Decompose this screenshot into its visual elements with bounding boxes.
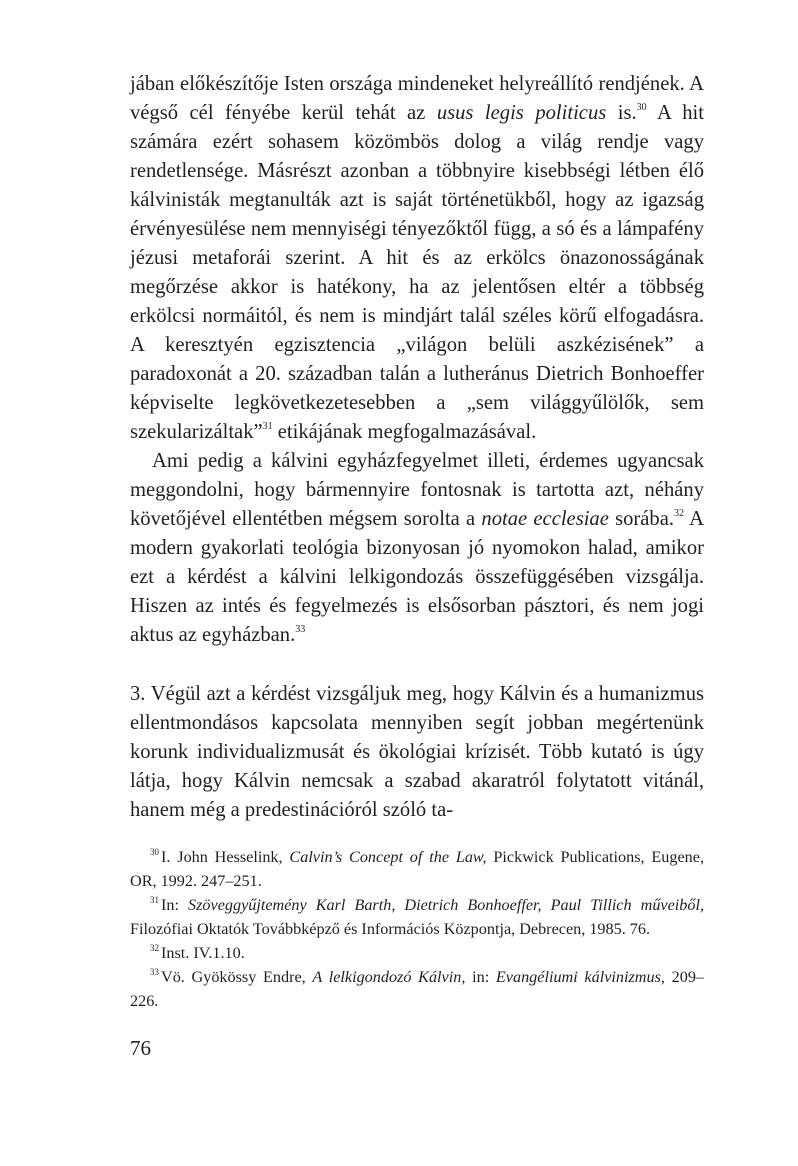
paragraph-3: [130, 680, 704, 825]
text-run: I. John Hesselink,: [161, 848, 290, 866]
page-number: 76: [130, 1036, 151, 1060]
italic-title: A lelkigondozó Kálvin,: [312, 968, 466, 986]
italic-term: notae ecclesiae: [481, 508, 609, 530]
footnote-number: 33: [150, 967, 159, 977]
section-gap: [130, 650, 704, 680]
footnote-32: [130, 941, 704, 965]
text-run: In:: [161, 896, 189, 914]
italic-term: usus legis politicus: [436, 102, 607, 124]
text-run: Ami pedig a kálvini egyházfegyelmet illeti, érdemes ugyancsak meggondolni, hogy bármennyire fontosnak is tartotta azt, néhány követőjével ellentétben mégsem sorolta a: [130, 450, 704, 530]
text-run: Vö. Gyökössy Endre,: [161, 968, 313, 986]
text-run: 3. Végül azt a kérdést vizsgáljuk meg, hogy Kálvin és a humanizmus ellentmondásos kapcsolata mennyiben segít jobban megértenünk korunk individualizmusát és ökológiai krízisét. Több kutató is úgy látja, hogy Kálvin nemcsak a szabad akaratról folytatott vitánál, hanem még a predestinációról szóló ta-: [130, 683, 704, 821]
footnote-ref: 32: [674, 508, 685, 519]
text-run: A modern gyakorlati teológia bizonyosan jó nyomokon halad, amikor ezt a kérdést a kálvini lelkigondozás összefüggésében vizsgálja. Hiszen az intés és fegyelmezés is elsősorban pásztori, és nem jogi aktus az egyházban.: [130, 508, 704, 646]
paragraph-2: [130, 447, 704, 650]
italic-title: Calvin’s Concept of the Law,: [289, 848, 487, 866]
footnote-ref: 30: [636, 102, 647, 113]
text-run: 209–226.: [130, 968, 705, 1010]
text-run: is.: [606, 102, 637, 124]
footnote-ref: 33: [295, 624, 306, 635]
footnote-33: [130, 965, 704, 1013]
text-run: etikájának megfogalmazásával.: [272, 421, 537, 443]
text-run: Filozófiai Oktatók Továbbképző és Információs Központja, Debrecen, 1985. 76.: [130, 920, 651, 938]
body-text: [130, 70, 704, 825]
italic-title: Evangéliumi kálvinizmus,: [495, 968, 665, 986]
paragraph-1: [130, 70, 704, 447]
text-run: A hit számára ezért sohasem közömbös dolog a világ rendje vagy rendetlensége. Másrészt azonban a többnyire kisebbségi létben élő kálvinisták megtanulták azt is saját történetükből, hogy az igazság érvényesülése nem mennyiségi tényezőktől függ, a só és a lámpafény jézusi metaforái szerint. A hit és az erkölcs önazonosságának megőrzése akkor is hatékony, ha az jelentősen eltér a többség erkölcsi normáitól, és nem is mindjárt talál széles körű elfogadásra. A keresztyén egzisztencia „világon belüli aszkézisének” a paradoxonát a 20. században talán a lutheránus Dietrich Bonhoeffer képviselte legkövetkezetesebben a „sem világgyűlölők, sem szekularizáltak”: [130, 102, 704, 443]
footnotes: [130, 845, 704, 1013]
text-run: Pickwick Publications, Eugene, OR, 1992. 247–251.: [130, 848, 704, 890]
italic-title: Szöveggyűjtemény Karl Barth, Dietrich Bonhoeffer, Paul Tillich műveiből,: [188, 896, 705, 914]
text-run: sorába.: [608, 508, 675, 530]
text-run: jában előkészítője Isten országa mindeneket helyreállító rendjének. A végső cél fényébe kerül tehát az: [130, 73, 704, 124]
footnote-30: [130, 845, 704, 893]
footnote-number: 32: [150, 943, 159, 953]
text-run: Inst. IV.1.10.: [161, 944, 245, 962]
text-run: in:: [465, 968, 496, 986]
footnote-number: 31: [150, 895, 159, 905]
footnote-number: 30: [150, 847, 159, 857]
page-content: [130, 70, 704, 1013]
footnote-31: [130, 893, 704, 941]
footnote-ref: 31: [262, 421, 273, 432]
